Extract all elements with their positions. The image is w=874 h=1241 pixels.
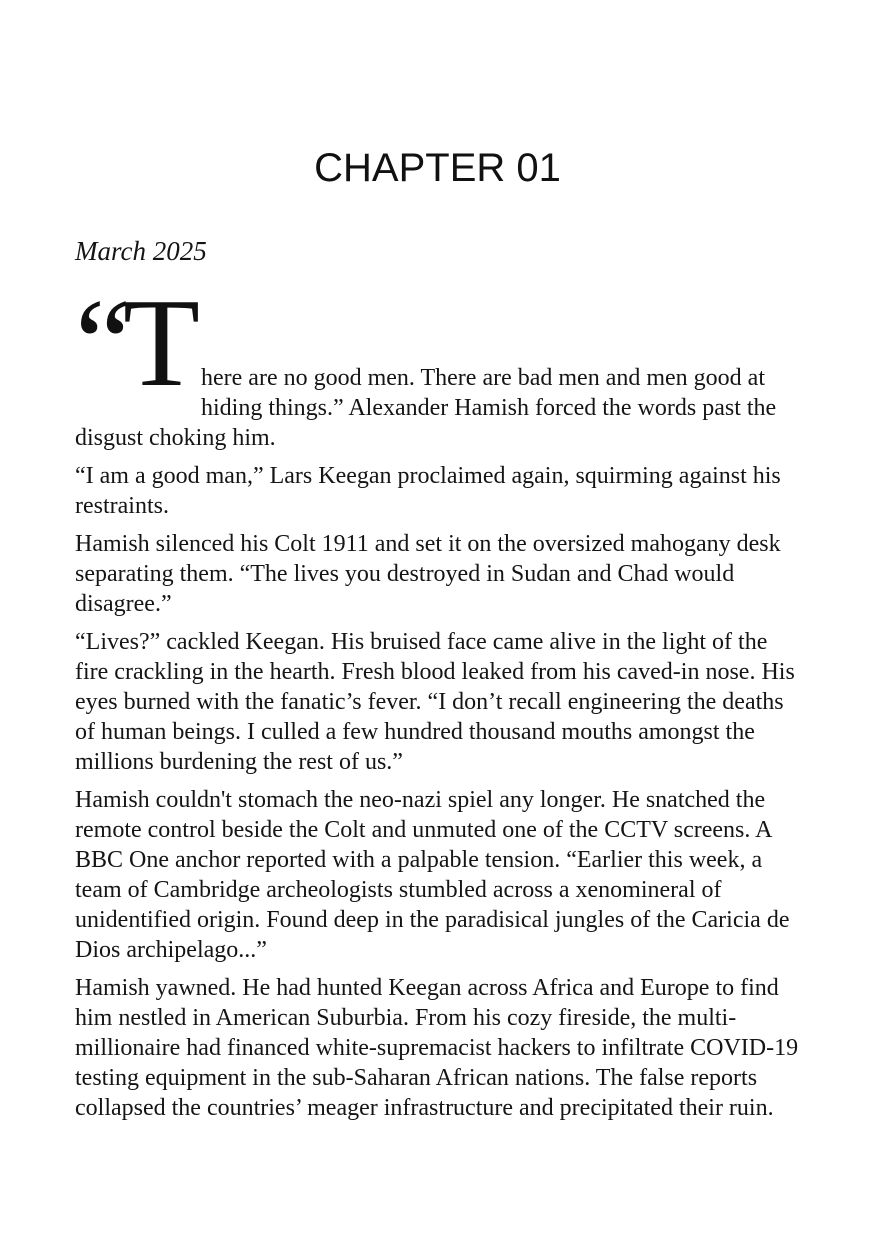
drop-cap	[75, 274, 201, 423]
paragraph: Hamish silenced his Colt 1911 and set it on the oversized mahogany desk separating them. “The lives you destroyed in Sudan and Chad would disagree.”	[75, 531, 781, 617]
drop-cap-open-quote: “	[75, 274, 123, 413]
chapter-title: CHAPTER 01	[314, 146, 561, 190]
drop-cap-letter: T	[122, 274, 192, 413]
opening-paragraph-text: here are no good men. There are bad men and men good at hiding things.” Alexander Hamish forced the words past the disgust choking him.	[75, 365, 777, 451]
chapter-body	[75, 274, 800, 1123]
chapter-date: March 2025	[75, 236, 207, 266]
opening-paragraph	[75, 274, 800, 453]
paragraph: Hamish couldn't stomach the neo-nazi spiel any longer. He snatched the remote control beside the Colt and unmuted one of the CCTV screens. A BBC One anchor reported with a palpable tension. “Earlier this week, a team of Cambridge archeologists stumbled across a xenomineral of unidentified origin. Found deep in the paradisical jungles of the Caricia de Dios archipelago...”	[75, 787, 790, 963]
paragraph: Hamish yawned. He had hunted Keegan across Africa and Europe to find him nestled in American Suburbia. From his cozy fireside, the multi-millionaire had financed white-supremacist hackers to infiltrate COVID-19 testing equipment in the sub-Saharan African nations. The false reports collapsed the countries’ meager infrastructure and precipitated their ruin.	[75, 975, 799, 1121]
drop-cap-glyphs	[75, 274, 192, 413]
paragraph: “I am a good man,” Lars Keegan proclaimed again, squirming against his restraints.	[75, 463, 781, 519]
paragraph: “Lives?” cackled Keegan. His bruised face came alive in the light of the fire crackling in the hearth. Fresh blood leaked from his caved-in nose. His eyes burned with the fanatic’s fever. “I don’t recall engineering the deaths of human beings. I culled a few hundred thousand mouths amongst the millions burdening the rest of us.”	[75, 629, 795, 775]
